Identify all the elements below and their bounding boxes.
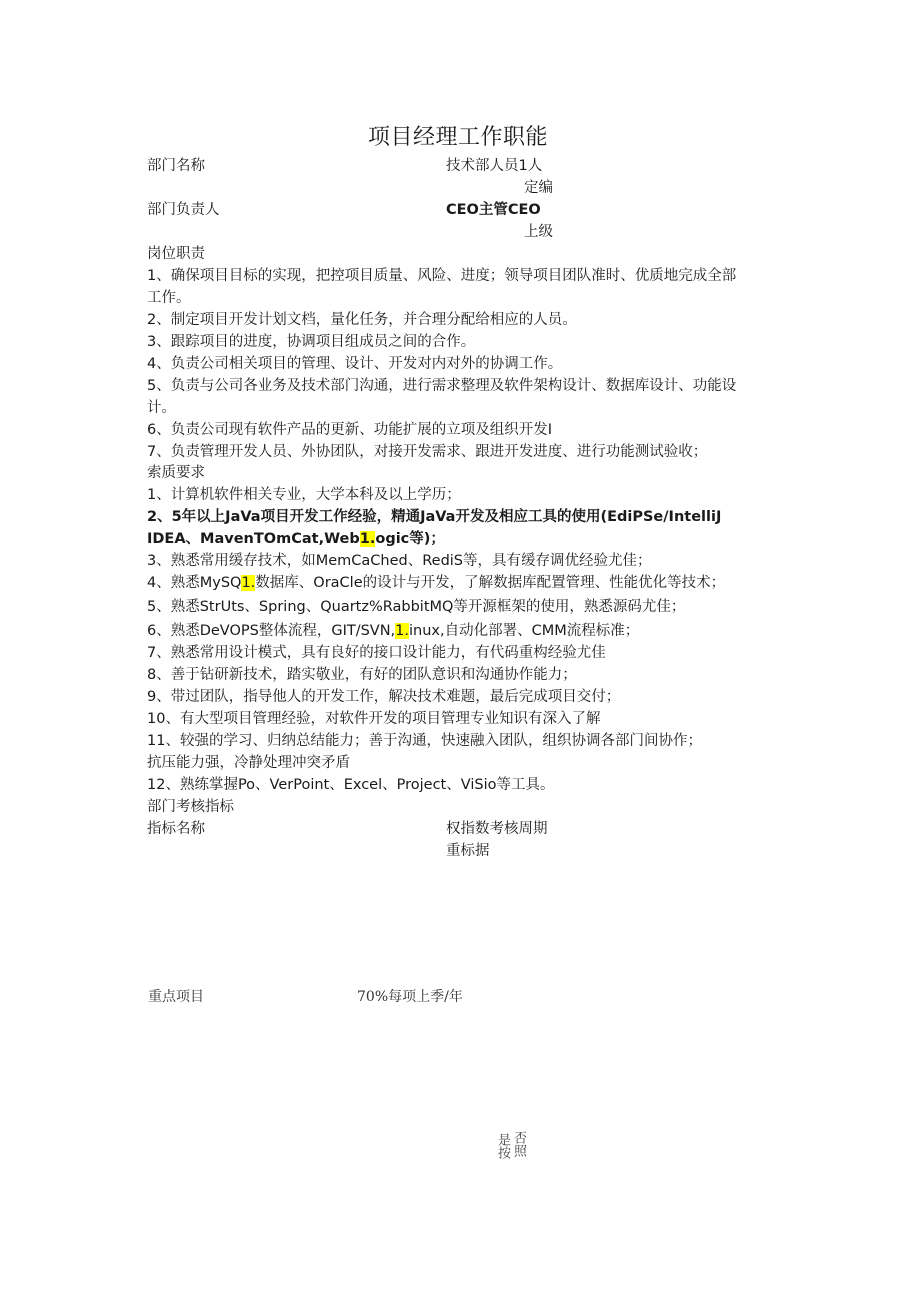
duty-line: 5、负责与公司各业务及技术部门沟通，进行需求整理及软件架构设计、数据库设计、功能设 bbox=[147, 378, 737, 394]
requirement-line: 1、计算机软件相关专业，大学本科及以上学历； bbox=[147, 487, 461, 503]
requirement-line: 2、5年以上JaVa项目开发工作经验，精通JaVa开发及相应工具的使用(EdiPSe/IntelliJ bbox=[147, 509, 722, 525]
kpi-name-label: 指标名称 bbox=[147, 821, 205, 837]
requirement-line: 9、带过团队，指导他人的开发工作，解决技术难题，最后完成项目交付； bbox=[147, 689, 621, 705]
dept-name-label: 部门名称 bbox=[147, 158, 205, 174]
requirement-line: 10、有大型项目管理经验，对软件开发的项目管理专业知识有深入了解 bbox=[147, 711, 601, 727]
requirement-line bbox=[147, 573, 725, 593]
duty-line: 3、跟踪项目的进度，协调项目组成员之间的合作。 bbox=[147, 334, 476, 350]
page-title: 项目经理工作职能 bbox=[368, 125, 549, 150]
requirement-text: 4、熟悉MySQ bbox=[147, 575, 242, 591]
kpi-row-values: 70%每项上季/年 bbox=[357, 989, 463, 1005]
requirement-text: ogic等)； bbox=[375, 531, 445, 547]
headcount-label: 定编 bbox=[524, 180, 553, 196]
duty-line: 4、负责公司相关项目的管理、设计、开发对内对外的协调工作。 bbox=[147, 356, 563, 372]
requirement-line: 11、较强的学习、归纳总结能力；善于沟通，快速融入团队，组织协调各部门间协作； bbox=[147, 733, 702, 749]
requirement-text: 6、熟悉DeVOPS整体流程，GIT/SVN, bbox=[147, 623, 396, 639]
dept-head-label: 部门负责人 bbox=[147, 202, 220, 218]
requirement-line bbox=[147, 529, 445, 549]
requirement-text: IDEA、MavenTOmCat,Web bbox=[147, 531, 360, 547]
kpi-heading: 部门考核指标 bbox=[147, 799, 234, 815]
requirement-text: 数据库、OraCle的设计与开发，了解数据库配置管理、性能优化等技术； bbox=[255, 575, 726, 591]
duty-line: 计。 bbox=[147, 400, 176, 416]
duty-line: 工作。 bbox=[147, 290, 191, 306]
requirement-line: 3、熟悉常用缓存技术，如MemCaChed、RediS等，具有缓存调优经验尤佳； bbox=[147, 553, 652, 569]
kpi-row-name: 重点项目 bbox=[148, 989, 204, 1005]
requirement-text: inux,自动化部署、CMM流程标准； bbox=[409, 623, 640, 639]
duty-line: 1、确保项目目标的实现，把控项目质量、风险、进度；领导项目团队准时、优质地完成全部 bbox=[147, 268, 737, 284]
requirement-line: 抗压能力强，冷静处理冲突矛盾 bbox=[147, 755, 350, 771]
duty-line: 2、制定项目开发计划文档，量化任务，并合理分配给相应的人员。 bbox=[147, 312, 577, 328]
superior-label: 上级 bbox=[524, 224, 553, 240]
duty-line: 6、负责公司现有软件产品的更新、功能扩展的立项及组织开发I bbox=[147, 422, 552, 438]
headcount-value: 技术部人员1人 bbox=[446, 158, 543, 174]
requirement-line: 8、善于钻研新技术，踏实敬业，有好的团队意识和沟通协作能力； bbox=[147, 667, 577, 683]
vertical-note-right: 否照 bbox=[511, 1131, 526, 1157]
requirement-line: 12、熟练掌握Po、VerPoint、Excel、Project、ViSio等工具。 bbox=[147, 777, 555, 793]
duty-line: 7、负责管理开发人员、外协团队，对接开发需求、跟进开发进度、进行功能测试验收； bbox=[147, 444, 708, 460]
highlight-mark: 1. bbox=[359, 531, 376, 547]
requirement-line: 7、熟悉常用设计模式，具有良好的接口设计能力，有代码重构经验尤佳 bbox=[147, 645, 606, 661]
superior-value: CEO主管CEO bbox=[446, 202, 541, 218]
requirement-line: 5、熟悉StrUts、Spring、Quartz%RabbitMQ等开源框架的使用，熟悉源码尤佳； bbox=[147, 599, 686, 615]
duties-heading: 岗位职责 bbox=[147, 246, 205, 262]
highlight-mark: 1. bbox=[241, 575, 256, 591]
requirement-line bbox=[147, 621, 639, 641]
vertical-note-left: 是按 bbox=[495, 1133, 510, 1159]
kpi-columns-header: 权指数考核周期 bbox=[446, 821, 548, 837]
highlight-mark: 1. bbox=[395, 623, 410, 639]
requirements-heading: 索质要求 bbox=[147, 465, 205, 481]
kpi-columns-header-2: 重标据 bbox=[446, 843, 490, 859]
